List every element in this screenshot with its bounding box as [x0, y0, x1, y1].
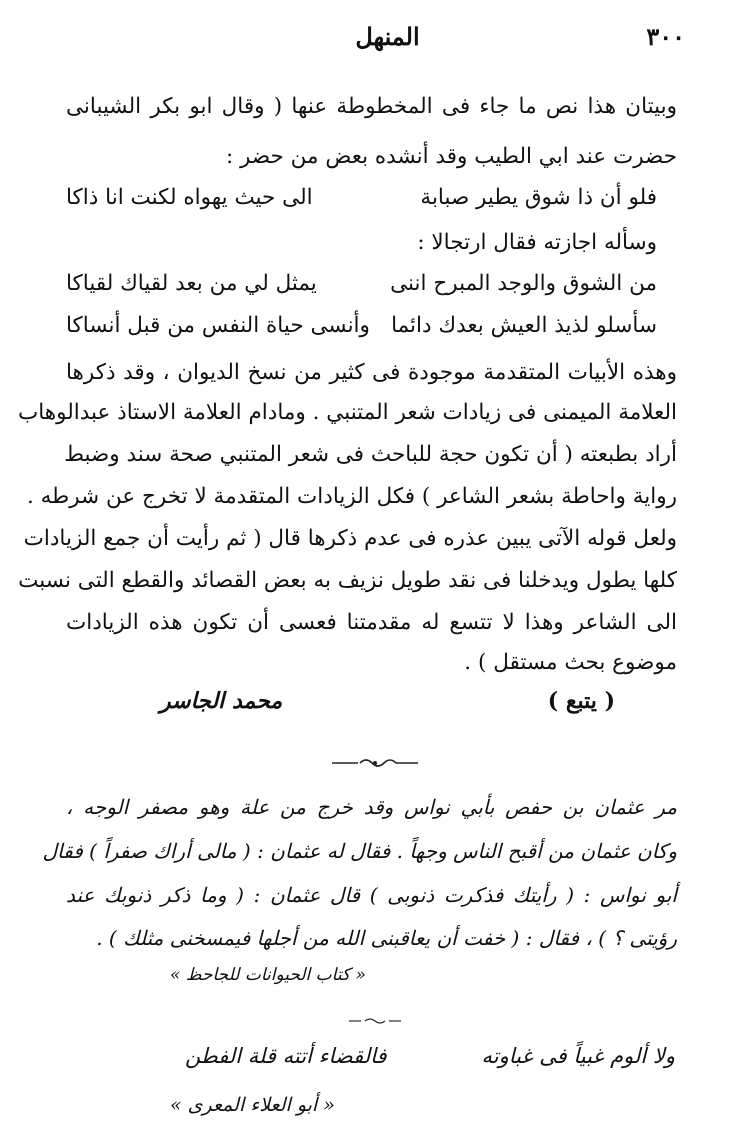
- body-line: أراد بطبعته ( أن تكون حجة للباحث فى شعر المتنبي صحة سند وضبط: [64, 442, 677, 467]
- final-verse: [185, 1040, 675, 1072]
- verse-3: [66, 310, 657, 342]
- story-line: رؤيتى ؟ ) ، فقال : ( خفت أن يعاقبنى الله من أجلها فيمسخنى مثلك ) .: [96, 926, 677, 950]
- verse-hemistich-second: وأنسى حياة النفس من قبل أنساكا: [66, 313, 370, 338]
- verse-hemistich-second: فالقضاء أتته قلة الفطن: [185, 1044, 387, 1068]
- body-line: رواية واحاطة بشعر الشاعر ) فكل الزيادات المتقدمة لا تخرج عن شرطه .: [26, 484, 677, 509]
- body-line: موضوع بحث مستقل ) .: [464, 650, 677, 675]
- signature-row: [160, 688, 615, 724]
- verse-hemistich-first: سأسلو لذيذ العيش بعدك دائما: [391, 313, 657, 338]
- verse-hemistich-first: من الشوق والوجد المبرح اننى: [390, 271, 657, 296]
- verse-hemistich-second: الى حيث يهواه لكنت انا ذاكا: [66, 185, 313, 210]
- page-header: [90, 22, 685, 56]
- body-line: الى الشاعر وهذا لا تتسع له مقدمتنا فعسى أن تكون هذه الزيادات: [66, 610, 677, 635]
- story-line: أبو نواس : ( رأيتك فذكرت ذنوبى ) قال عثمان : ( وما ذكر ذنوبك عند: [66, 883, 677, 907]
- story-line: مر عثمان بن حفص بأبي نواس وقد خرج من علة وهو مصفر الوجه ،: [66, 795, 677, 819]
- continued-note: ( يتبع ): [547, 688, 615, 714]
- verse-2: [66, 268, 657, 300]
- page-number: ٣٠٠: [646, 22, 685, 51]
- body-line: وبيتان هذا نص ما جاء فى المخطوطة عنها ( وقال ابو بكر الشيبانى: [66, 94, 677, 119]
- verse-hemistich-second: يمثل لي من بعد لقياك لقياكا: [66, 271, 317, 296]
- running-title: المنهل: [355, 22, 420, 51]
- body-line: كلها يطول ويدخلنا فى نقد طويل نزيف به بعض القصائد والقطع التى نسبت: [18, 568, 677, 593]
- body-line: حضرت عند ابي الطيب وقد أنشده بعض من حضر :: [225, 144, 677, 169]
- body-line: ولعل قوله الآتى يبين عذره فى عدم ذكرها قال ( ثم رأيت أن جمع الزيادات: [23, 526, 677, 551]
- verse-1: [66, 182, 657, 214]
- source-citation: « كتاب الحيوانات للجاحظ »: [170, 965, 366, 985]
- poet-attribution: « أبو العلاء المعرى »: [170, 1094, 335, 1116]
- verse-hemistich-first: فلو أن ذا شوق يطير صبابة: [420, 185, 657, 210]
- small-divider-ornament: [345, 1016, 405, 1026]
- section-divider-ornament: [330, 756, 420, 770]
- author-signature: محمد الجاسر: [160, 688, 283, 714]
- body-line: العلامة الميمنى فى زيادات شعر المتنبي . ومادام العلامة الاستاذ عبدالوهاب: [17, 400, 677, 425]
- body-line: وسأله اجازته فقال ارتجالا :: [417, 230, 657, 255]
- story-line: وكان عثمان من أقبح الناس وجهاً . فقال له عثمان : ( مالى أراك صفراً ) فقال: [42, 839, 677, 863]
- body-line: وهذه الأبيات المتقدمة موجودة فى كثير من نسخ الديوان ، وقد ذكرها: [66, 360, 677, 385]
- verse-hemistich-first: ولا ألوم غبياً فى غباوته: [481, 1044, 675, 1068]
